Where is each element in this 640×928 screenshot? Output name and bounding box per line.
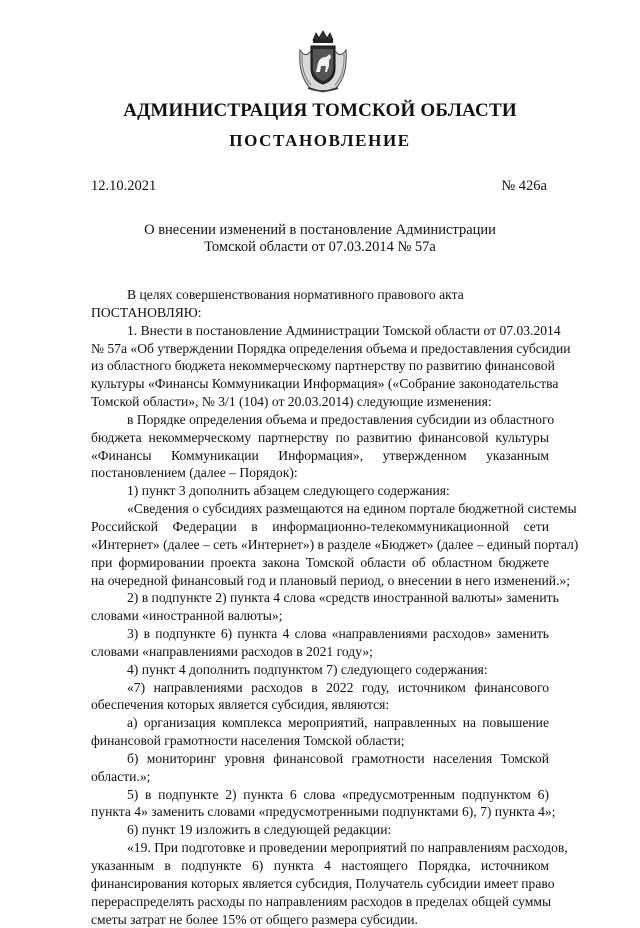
body-paragraph <box>91 786 556 822</box>
body-line: 1. Внести в постановление Администрации Томской области от 07.03.2014 <box>127 322 561 338</box>
body-line: ПОСТАНОВЛЯЮ: <box>91 304 202 320</box>
body-line: при формировании проекта закона Томской области об областном бюджете <box>91 554 549 570</box>
body-line: «Финансы Коммуникации Информация», утвержденном указанным <box>91 447 549 463</box>
document-date: 12.10.2021 <box>91 178 157 194</box>
body-paragraph <box>91 714 549 750</box>
body-paragraph <box>91 625 549 661</box>
body-line: «19. При подготовке и проведении мероприятий по направлениям расходов, <box>127 840 568 856</box>
body-line: Томской области», № 3/1 (104) от 20.03.2014) следующие изменения: <box>91 394 492 410</box>
body-line: В целях совершенствования нормативного правового акта <box>127 287 464 302</box>
body-line: словами «иностранной валюты»; <box>91 608 283 624</box>
body-line: финансовой грамотности населения Томской области; <box>91 733 405 749</box>
body-line: 3) в подпункте 6) пункта 4 слова «направлениями расходов» заменить <box>127 626 549 642</box>
body-line: «Сведения о субсидиях размещаются на едином портале бюджетной системы <box>127 501 577 517</box>
body-line: б) мониторинг уровня финансовой грамотности населения Томской <box>127 750 549 766</box>
body-paragraph <box>91 500 579 589</box>
subject-line: Томской области от 07.03.2014 № 57а <box>204 239 436 255</box>
body-line: в Порядке определения объема и предоставления субсидии из областного <box>127 411 555 427</box>
body-line: 2) в подпункте 2) пункта 4 слова «средств иностранной валюты» заменить <box>127 590 559 606</box>
body-paragraph <box>91 839 568 928</box>
body-line: 6) пункт 19 изложить в следующей редакции: <box>127 822 392 838</box>
body-line: перераспределять расходы по направлениям расходов в пределах общей суммы <box>91 893 552 909</box>
body-line: 4) пункт 4 дополнить подпунктом 7) следующего содержания: <box>127 661 488 677</box>
organization-title: АДМИНИСТРАЦИЯ ТОМСКОЙ ОБЛАСТИ <box>123 100 517 121</box>
body-line: области.»; <box>91 768 151 784</box>
body-paragraph <box>91 482 549 500</box>
subject-line: О внесении изменений в постановление Администрации <box>144 222 496 238</box>
body-line: из областного бюджета некоммерческому партнерству по развитию финансовой <box>91 358 555 374</box>
body-paragraph <box>91 821 549 839</box>
body-line: словами «направлениями расходов в 2021 году»; <box>91 643 373 659</box>
body-paragraph <box>91 679 549 715</box>
body-paragraph <box>91 411 555 482</box>
body-line: Российской Федерации в информационно-телекоммуникационной сети <box>91 518 549 534</box>
document-type: ПОСТАНОВЛЕНИЕ <box>229 131 411 150</box>
document-subject <box>120 222 520 256</box>
body-paragraph <box>91 589 559 625</box>
body-paragraph <box>91 661 549 679</box>
document-number: № 426а <box>501 178 547 194</box>
body-line: «7) направлениями расходов в 2022 году, источником финансового <box>127 679 549 695</box>
document-body <box>91 286 579 928</box>
body-line: а) организация комплекса мероприятий, направленных на повышение <box>127 715 549 731</box>
body-line: постановлением (далее – Порядок): <box>91 465 298 481</box>
body-line: обеспечения которых является субсидия, являются: <box>91 697 390 713</box>
body-paragraph <box>91 322 571 411</box>
body-line: бюджета некоммерческому партнерству по развитию финансовой культуры <box>91 429 549 445</box>
body-line: «Интернет» (далее – сеть «Интернет») в разделе «Бюджет» (далее – единый портал) <box>91 536 579 552</box>
body-paragraph <box>91 286 549 304</box>
body-line: указанным в подпункте 6) пункта 4 настоящего Порядка, источником <box>91 858 549 873</box>
body-paragraph <box>91 750 549 786</box>
body-paragraph <box>91 304 549 322</box>
body-line: 5) в подпункте 2) пункта 6 слова «предусмотренным подпунктом 6) <box>127 786 549 802</box>
body-line: пункта 4» заменить словами «предусмотренными подпунктами 6), 7) пункта 4»; <box>91 804 556 820</box>
body-line: на очередной финансовый год и плановый период, о внесении в него изменений.»; <box>91 572 571 588</box>
body-line: сметы затрат не более 15% от общего размера субсидии. <box>91 911 418 927</box>
body-line: финансирования которых является субсидия, Получатель субсидии имеет право <box>91 875 555 891</box>
coat-of-arms-icon <box>296 30 350 94</box>
body-line: 1) пункт 3 дополнить абзацем следующего содержания: <box>127 483 450 499</box>
body-line: культуры «Финансы Коммуникации Информация» («Собрание законодательства <box>91 376 559 392</box>
body-line: № 57а «Об утверждении Порядка определения объема и предоставления субсидии <box>91 340 571 356</box>
